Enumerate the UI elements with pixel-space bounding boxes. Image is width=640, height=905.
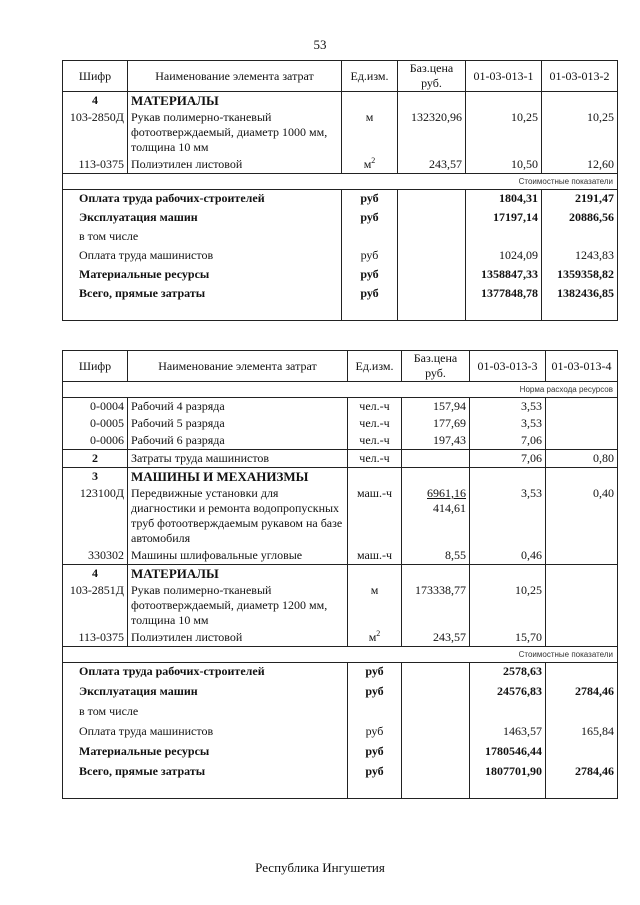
summary-row: Эксплуатация машин руб 24576,83 2784,46 xyxy=(63,683,618,703)
table-row: 0-0005 Рабочий 5 разряда чел.-ч 177,69 3,53 xyxy=(63,415,618,432)
section-row: 2 Затраты труда машинистов чел.-ч 7,06 0,80 xyxy=(63,450,618,468)
caption-row: Норма расхода ресурсов xyxy=(63,382,618,398)
header-col-b: 01-03-013-4 xyxy=(546,351,618,382)
table-row: 0-0004 Рабочий 4 разряда чел.-ч 157,94 3,53 xyxy=(63,398,618,416)
cost-table-2 xyxy=(62,350,618,799)
section-row: 4 МАТЕРИАЛЫ xyxy=(63,92,618,110)
section-row: 4 МАТЕРИАЛЫ xyxy=(63,565,618,583)
summary-row: Материальные ресурсы руб 1780546,44 xyxy=(63,743,618,763)
caption-row: Стоимостные показатели xyxy=(63,174,618,190)
table-row: 103-2851Д Рукав полимерно-тканевый фотоотверждаемый, диаметр 1200 мм, толщина 10 мм м 173338,77 10,25 xyxy=(63,582,618,629)
page-number: 53 xyxy=(313,37,327,52)
caption-row: Стоимостные показатели xyxy=(63,647,618,663)
summary-row: Оплата труда рабочих-строителей руб 2578,63 xyxy=(63,663,618,683)
summary-row: Всего, прямые затраты руб 1377848,78 1382436,85 xyxy=(63,285,618,321)
header-price: Баз.цена руб. xyxy=(398,61,466,92)
header-col-b: 01-03-013-2 xyxy=(542,61,618,92)
footer-region: Республика Ингушетия xyxy=(255,860,385,875)
summary-row: Эксплуатация машин руб 17197,14 20886,56 xyxy=(63,209,618,228)
cost-table-1 xyxy=(62,60,618,321)
header-name: Наименование элемента затрат xyxy=(128,61,342,92)
summary-row: Оплата труда машинистов руб 1024,09 1243,83 xyxy=(63,247,618,266)
table-row: 103-2850Д Рукав полимерно-тканевый фотоотверждаемый, диаметр 1000 мм, толщина 10 мм м 132320,96 10,25 10,25 xyxy=(63,109,618,156)
table-row: 113-0375 Полиэтилен листовой $м^2$ 243,57 10,50 12,60 xyxy=(63,156,618,174)
table-row: 123100Д Передвижные установки для диагностики и ремонта водопропускных труб фотоотверждаемым рукавом на базе автомобиля маш.-ч 6961,16 414,61 3,53 0,40 xyxy=(63,485,618,547)
summary-row: в том числе xyxy=(63,228,618,247)
summary-row: Материальные ресурсы руб 1358847,33 1359358,82 xyxy=(63,266,618,285)
summary-row: в том числе xyxy=(63,703,618,723)
section-row: 3 МАШИНЫ И МЕХАНИЗМЫ xyxy=(63,468,618,486)
header-col-a: 01-03-013-3 xyxy=(470,351,546,382)
header-unit: Ед.изм. xyxy=(342,61,398,92)
summary-row: Оплата труда рабочих-строителей руб 1804,31 2191,47 xyxy=(63,190,618,209)
table-row: 0-0006 Рабочий 6 разряда чел.-ч 197,43 7,06 xyxy=(63,432,618,450)
header-col-a: 01-03-013-1 xyxy=(466,61,542,92)
header-code: Шифр xyxy=(63,61,128,92)
table-header xyxy=(63,61,618,92)
summary-row: Всего, прямые затраты руб 1807701,90 2784,46 xyxy=(63,763,618,799)
table-row: 330302 Машины шлифовальные угловые маш.-ч 8,55 0,46 xyxy=(63,547,618,565)
table-header: Шифр Наименование элемента затрат Ед.изм. Баз.цена руб. 01-03-013-3 01-03-013-4 xyxy=(63,351,618,382)
table-row: 113-0375 Полиэтилен листовой $м^2$ 243,57 15,70 xyxy=(63,629,618,647)
summary-row: Оплата труда машинистов руб 1463,57 165,84 xyxy=(63,723,618,743)
